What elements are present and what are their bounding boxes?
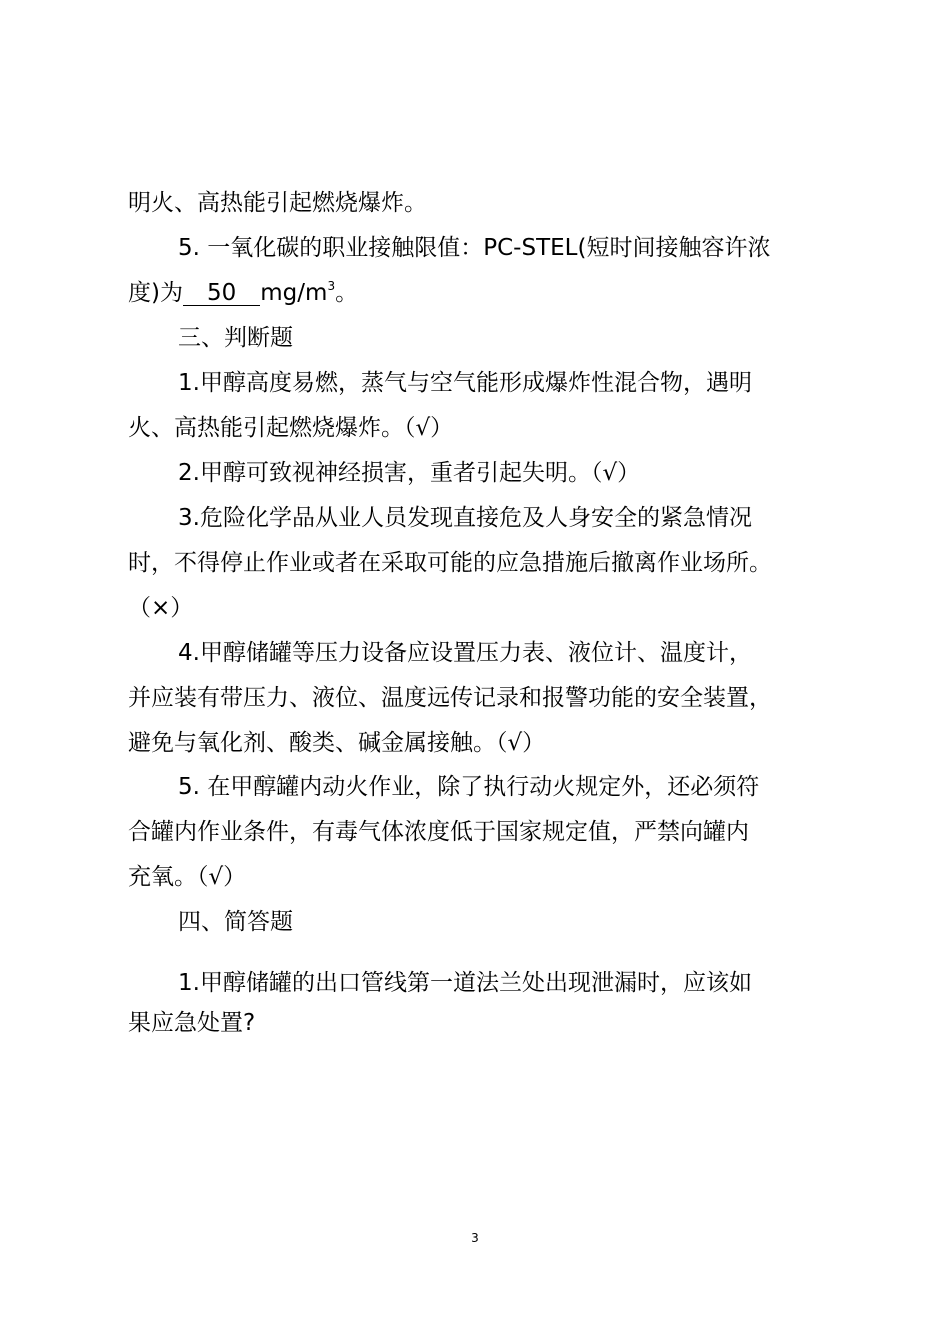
judgment-item-4-line2: 并应装有带压力、液位、温度远传记录和报警功能的安全装置， xyxy=(128,685,772,711)
fill-blank-answer-value: 50 xyxy=(206,280,237,306)
fill-blank-answer xyxy=(183,281,260,306)
short-answer-item-1-line1: 1.甲醇储罐的出口管线第一道法兰处出现泄漏时，应该如 xyxy=(178,970,752,996)
fill-blank-q5-line2 xyxy=(128,278,358,308)
judgment-item-3-line3: （×） xyxy=(128,595,194,621)
judgment-item-3-line1: 3.危险化学品从业人员发现直接危及人身安全的紧急情况 xyxy=(178,505,752,531)
judgment-item-4-line1: 4.甲醇储罐等压力设备应设置压力表、液位计、温度计， xyxy=(178,640,752,666)
judgment-item-4-line3: 避免与氧化剂、酸类、碱金属接触。（√） xyxy=(128,730,546,756)
fill-blank-q5-suffix: 。 xyxy=(335,280,359,306)
judgment-item-1-line2: 火、高热能引起燃烧爆炸。（√） xyxy=(128,415,454,441)
fill-blank-q5-line1: 5. 一氧化碳的职业接触限值：PC-STEL(短时间接触容许浓 xyxy=(178,235,771,261)
judgment-item-1-line1: 1.甲醇高度易燃，蒸气与空气能形成爆炸性混合物，遇明 xyxy=(178,370,752,396)
judgment-item-5-line2: 合罐内作业条件，有毒气体浓度低于国家规定值，严禁向罐内 xyxy=(128,819,749,845)
page-number: 3 xyxy=(471,1231,479,1245)
short-answer-item-1-line2: 果应急处置? xyxy=(128,1010,256,1036)
judgment-item-5-line1: 5. 在甲醇罐内动火作业，除了执行动火规定外，还必须符 xyxy=(178,774,760,800)
fill-blank-tail-line: 明火、高热能引起燃烧爆炸。 xyxy=(128,190,427,216)
fill-blank-q5-prefix: 度)为 xyxy=(128,280,183,306)
section-heading-judgment: 三、判断题 xyxy=(178,325,293,351)
section-heading-short-answer: 四、简答题 xyxy=(178,909,293,935)
fill-blank-q5-unit-exponent: 3 xyxy=(327,279,336,293)
judgment-item-2-line1: 2.甲醇可致视神经损害，重者引起失明。（√） xyxy=(178,460,641,486)
fill-blank-q5-unit: mg/m xyxy=(260,280,328,306)
judgment-item-5-line3: 充氧。（√） xyxy=(128,864,247,890)
judgment-item-3-line2: 时，不得停止作业或者在采取可能的应急措施后撤离作业场所。 xyxy=(128,550,772,576)
